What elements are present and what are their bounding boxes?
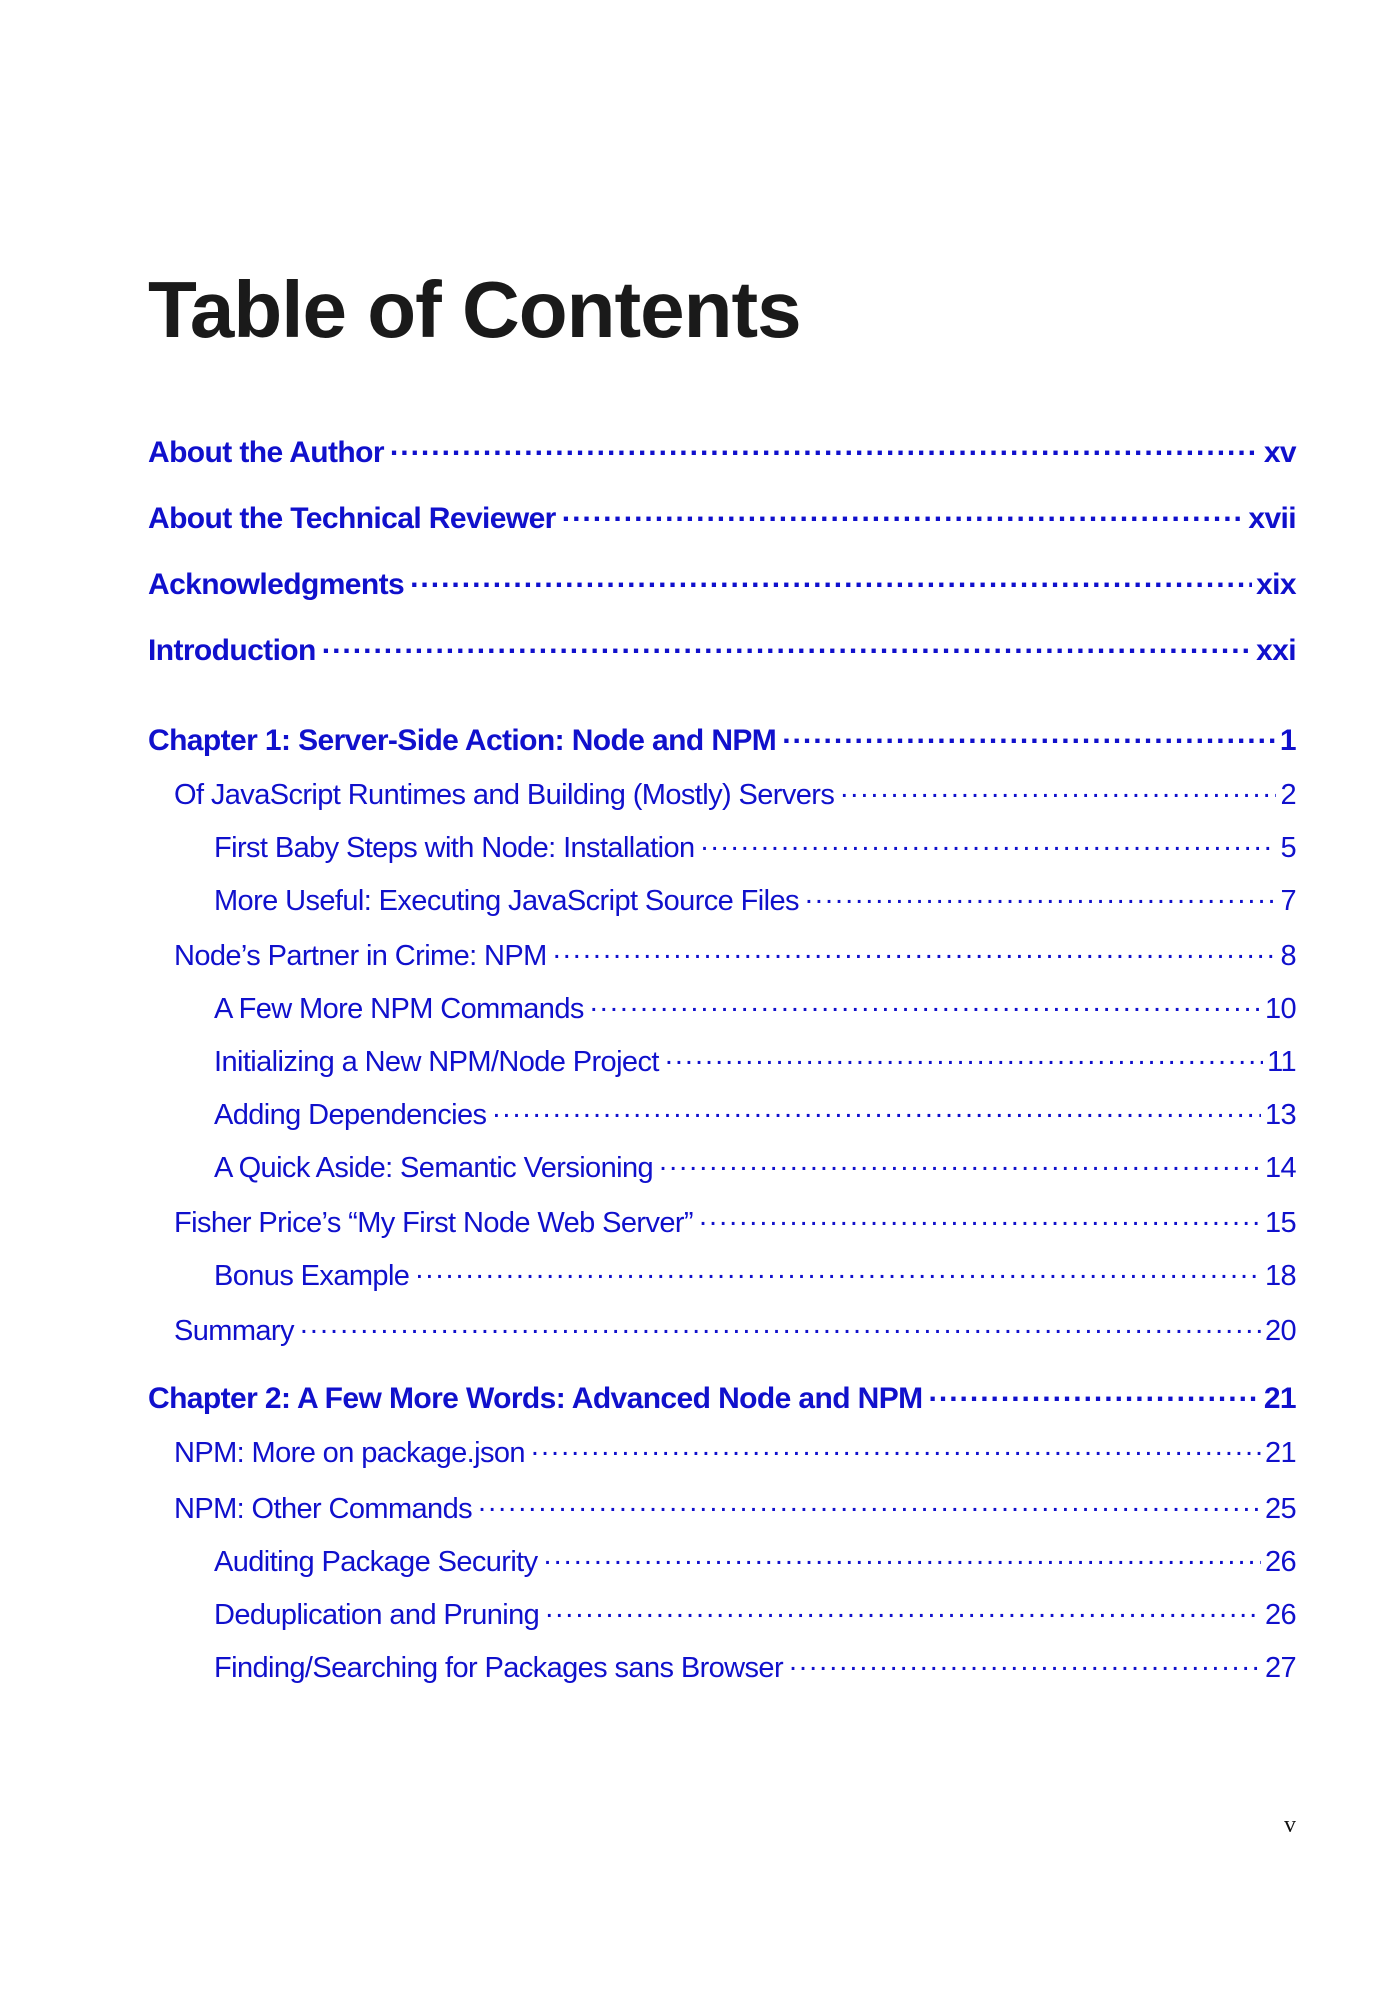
dot-leader bbox=[665, 1042, 1263, 1071]
toc-subsection-executing-js[interactable] bbox=[214, 881, 1296, 919]
dot-leader bbox=[782, 720, 1276, 750]
dot-leader bbox=[300, 1311, 1261, 1340]
toc-entry-label: NPM: More on package.json bbox=[174, 1437, 525, 1469]
dot-leader bbox=[553, 936, 1277, 965]
toc-entry-page: 20 bbox=[1264, 1315, 1296, 1347]
toc-section-npm-partner[interactable] bbox=[174, 936, 1296, 974]
toc-entry-page: 13 bbox=[1264, 1099, 1296, 1131]
dot-leader bbox=[929, 1378, 1260, 1408]
toc-entry-label: Node’s Partner in Crime: NPM bbox=[174, 940, 547, 972]
toc-entry-label: Summary bbox=[174, 1315, 294, 1347]
dot-leader bbox=[410, 564, 1252, 594]
toc-subsection-dedup-pruning[interactable] bbox=[214, 1595, 1296, 1633]
dot-leader bbox=[659, 1148, 1261, 1177]
toc-entry-page: 27 bbox=[1264, 1652, 1296, 1684]
toc-entry-page: 18 bbox=[1264, 1260, 1296, 1292]
toc-entry-page: xxi bbox=[1256, 634, 1296, 667]
toc-entry-label: Finding/Searching for Packages sans Browser bbox=[214, 1652, 783, 1684]
toc-subsection-installation[interactable] bbox=[214, 828, 1296, 866]
dot-leader bbox=[840, 775, 1276, 804]
toc-chapter-2[interactable] bbox=[148, 1378, 1296, 1417]
toc-entry-label: Initializing a New NPM/Node Project bbox=[214, 1046, 659, 1078]
toc-subsection-dependencies[interactable] bbox=[214, 1095, 1296, 1133]
toc-section-summary[interactable] bbox=[174, 1311, 1296, 1349]
toc-entry-label: More Useful: Executing JavaScript Source Files bbox=[214, 885, 799, 917]
dot-leader bbox=[545, 1595, 1261, 1624]
toc-entry-label: Deduplication and Pruning bbox=[214, 1599, 540, 1631]
toc-entry-page: xvii bbox=[1248, 502, 1296, 535]
dot-leader bbox=[590, 989, 1261, 1018]
toc-entry-acknowledgments[interactable] bbox=[148, 564, 1296, 603]
toc-entry-page: 15 bbox=[1264, 1207, 1296, 1239]
toc-entry-label: About the Author bbox=[148, 436, 384, 469]
toc-subsection-searching-packages[interactable] bbox=[214, 1648, 1296, 1686]
toc-chapter-title: Chapter 2: A Few More Words: Advanced Node and NPM bbox=[148, 1382, 923, 1415]
dot-leader bbox=[322, 630, 1252, 660]
toc-entry-introduction[interactable] bbox=[148, 630, 1296, 669]
toc-entry-label: Introduction bbox=[148, 634, 316, 667]
toc-entry-page: xix bbox=[1256, 568, 1296, 601]
toc-section-other-commands[interactable] bbox=[174, 1489, 1296, 1527]
toc-entry-label: Auditing Package Security bbox=[214, 1546, 538, 1578]
dot-leader bbox=[789, 1648, 1261, 1677]
toc-entry-page: 1 bbox=[1279, 724, 1296, 757]
dot-leader bbox=[415, 1256, 1261, 1285]
toc-section-first-web-server[interactable] bbox=[174, 1203, 1296, 1241]
toc-entry-page: 5 bbox=[1280, 832, 1296, 864]
toc-entry-page: 25 bbox=[1264, 1493, 1296, 1525]
toc-entry-page: 26 bbox=[1264, 1546, 1296, 1578]
dot-leader bbox=[390, 432, 1260, 462]
toc-entry-about-author[interactable] bbox=[148, 432, 1296, 471]
toc-entry-label: NPM: Other Commands bbox=[174, 1493, 473, 1525]
dot-leader bbox=[562, 498, 1245, 528]
toc-entry-label: A Few More NPM Commands bbox=[214, 993, 584, 1025]
toc-entry-page: 2 bbox=[1280, 779, 1296, 811]
toc-entry-label: About the Technical Reviewer bbox=[148, 502, 556, 535]
toc-subsection-npm-commands[interactable] bbox=[214, 989, 1296, 1027]
toc-entry-page: 21 bbox=[1263, 1382, 1296, 1415]
toc-section-js-runtimes[interactable] bbox=[174, 775, 1296, 813]
toc-entry-label: A Quick Aside: Semantic Versioning bbox=[214, 1152, 654, 1184]
toc-subsection-init-project[interactable] bbox=[214, 1042, 1296, 1080]
toc-chapter-1[interactable] bbox=[148, 720, 1296, 759]
toc-entry-page: 11 bbox=[1267, 1046, 1296, 1078]
toc-entry-page: 14 bbox=[1264, 1152, 1296, 1184]
dot-leader bbox=[478, 1489, 1261, 1518]
toc-entry-about-reviewer[interactable] bbox=[148, 498, 1296, 537]
toc-section-package-json[interactable] bbox=[174, 1433, 1296, 1471]
dot-leader bbox=[531, 1433, 1261, 1462]
toc-entry-page: 8 bbox=[1280, 940, 1296, 972]
toc-subsection-semver[interactable] bbox=[214, 1148, 1296, 1186]
page-title: Table of Contents bbox=[148, 265, 801, 354]
toc-entry-page: 26 bbox=[1264, 1599, 1296, 1631]
toc-entry-label: Fisher Price’s “My First Node Web Server” bbox=[174, 1207, 693, 1239]
toc-entry-label: Bonus Example bbox=[214, 1260, 410, 1292]
dot-leader bbox=[492, 1095, 1261, 1124]
toc-entry-label: Acknowledgments bbox=[148, 568, 405, 601]
toc-subsection-bonus-example[interactable] bbox=[214, 1256, 1296, 1294]
dot-leader bbox=[544, 1542, 1261, 1571]
page-number: v bbox=[1284, 1812, 1296, 1838]
dot-leader bbox=[699, 1203, 1261, 1232]
dot-leader bbox=[805, 881, 1277, 910]
toc-entry-page: 7 bbox=[1280, 885, 1296, 917]
toc-entry-page: 10 bbox=[1264, 993, 1296, 1025]
toc-entry-label: First Baby Steps with Node: Installation bbox=[214, 832, 695, 864]
toc-entry-label: Of JavaScript Runtimes and Building (Mostly) Servers bbox=[174, 779, 835, 811]
toc-entry-page: xv bbox=[1263, 436, 1296, 469]
toc-page bbox=[148, 0, 1296, 2000]
toc-subsection-auditing[interactable] bbox=[214, 1542, 1296, 1580]
toc-entry-page: 21 bbox=[1264, 1437, 1296, 1469]
toc-entry-label: Adding Dependencies bbox=[214, 1099, 487, 1131]
dot-leader bbox=[701, 828, 1277, 857]
toc-chapter-title: Chapter 1: Server-Side Action: Node and NPM bbox=[148, 724, 777, 757]
